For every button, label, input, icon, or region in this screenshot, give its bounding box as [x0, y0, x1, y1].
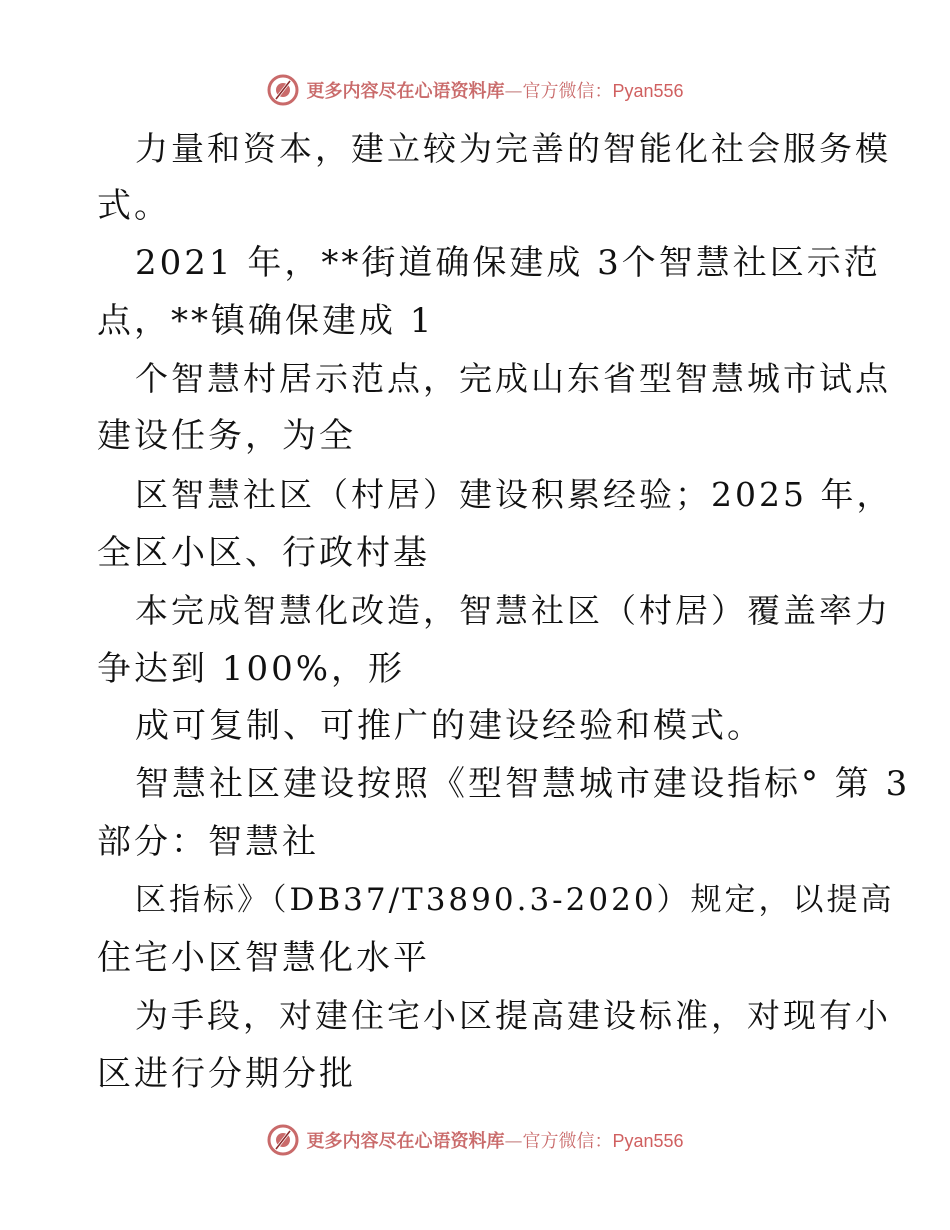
paragraph-line: 建设任务，为全 [97, 416, 356, 456]
paragraph-line: 力量和资本，建立较为完善的智能化社会服务模 [135, 129, 891, 168]
banner-text [306, 1127, 683, 1153]
paragraph-line: 智慧社区建设按照《型智慧城市建设指标° 第 3 [135, 764, 911, 804]
banner-wechat-label: 官方微信： [522, 81, 613, 102]
brand-logo-icon [266, 1123, 300, 1157]
paragraph-line: 部分：智慧社 [97, 822, 319, 862]
banner-wechat-id: Pyan556 [612, 1131, 684, 1151]
paragraph-line: 争达到 100%，形 [97, 649, 406, 689]
paragraph-line: 全区小区、行政村基 [97, 533, 430, 573]
brand-logo-icon [266, 73, 300, 107]
header-watermark-banner [0, 70, 950, 110]
banner-brand: 更多内容尽在心语资料库 [306, 81, 505, 102]
paragraph-line: 区指标》（DB37/T3890.3-2020）规定，以提高 [135, 882, 895, 918]
banner-text [306, 77, 683, 103]
paragraph-line: 成可复制、可推广的建设经验和模式。 [135, 706, 764, 746]
footer-watermark-banner [0, 1120, 950, 1160]
paragraph-line: 住宅小区智慧化水平 [97, 938, 430, 978]
banner-wechat-id: Pyan556 [612, 81, 684, 101]
banner-dash: — [504, 81, 523, 102]
paragraph-line: 为手段，对建住宅小区提高建设标准，对现有小 [135, 996, 891, 1035]
paragraph-line: 区智慧社区（村居）建设积累经验；2025 年， [135, 475, 893, 514]
banner-wechat-label: 官方微信： [522, 1131, 613, 1152]
paragraph-line: 区进行分期分批 [97, 1054, 356, 1094]
paragraph-line: 点，**镇确保建成 1 [97, 301, 435, 341]
paragraph-line: 式。 [97, 186, 171, 226]
banner-dash: — [504, 1131, 523, 1152]
paragraph-line: 个智慧村居示范点，完成山东省型智慧城市试点 [135, 359, 891, 398]
banner-brand: 更多内容尽在心语资料库 [306, 1131, 505, 1152]
paragraph-line: 本完成智慧化改造，智慧社区（村居）覆盖率力 [135, 591, 891, 630]
paragraph-line: 2021 年，**街道确保建成 3个智慧社区示范 [135, 243, 881, 283]
